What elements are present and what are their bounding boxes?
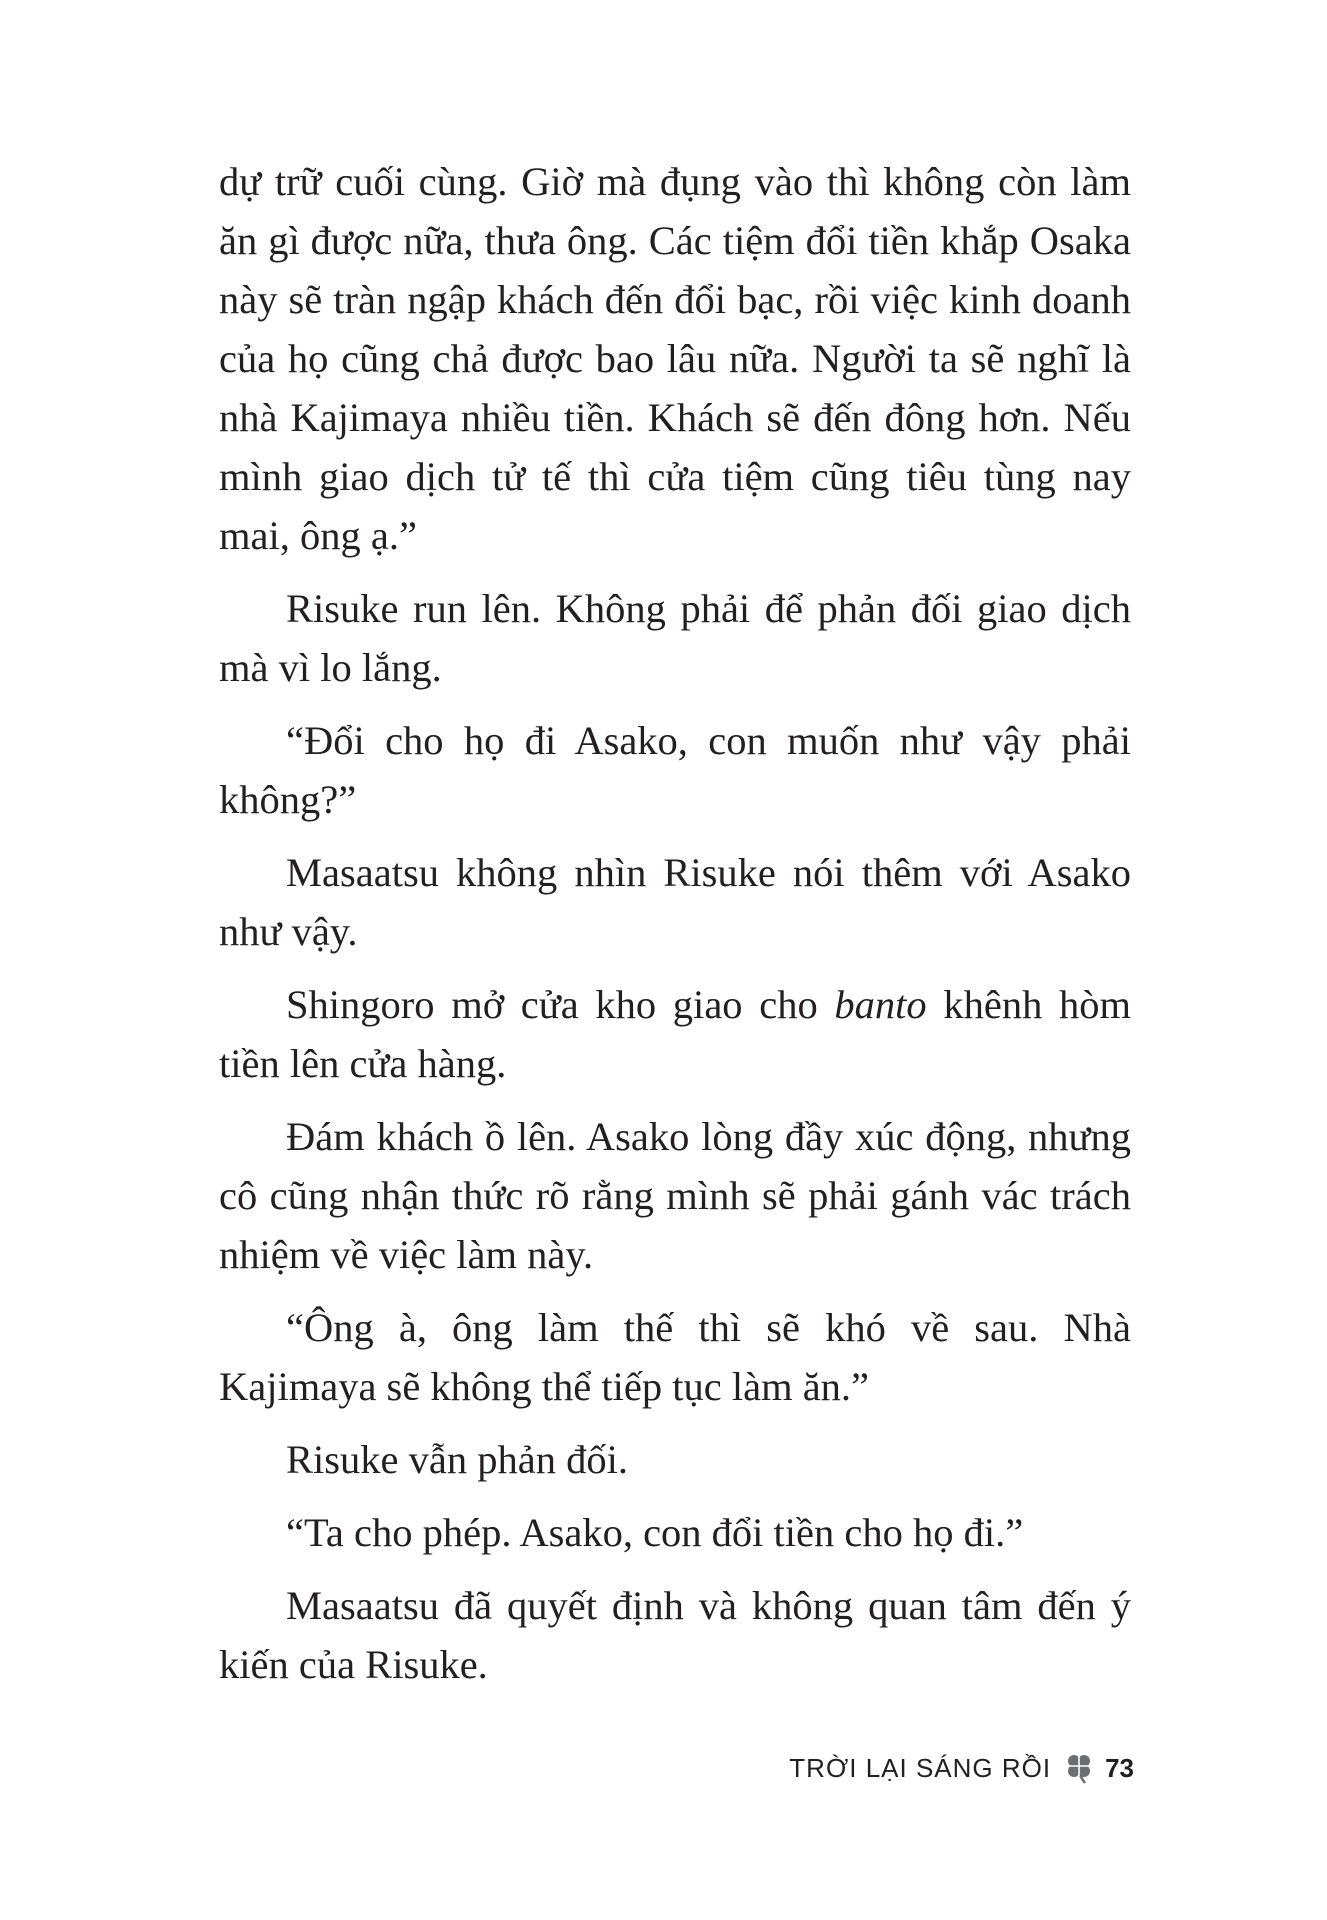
paragraph: Risuke run lên. Không phải để phản đối giao dịch mà vì lo lắng.: [219, 586, 1131, 690]
paragraph: Đám khách ồ lên. Asako lòng đầy xúc động, nhưng cô cũng nhận thức rõ rằng mình sẽ phải gánh vác trách nhiệm về việc làm này.: [219, 1114, 1131, 1277]
book-page-body: [219, 152, 1131, 1708]
paragraph-dialogue: “Ông à, ông làm thế thì sẽ khó về sau. Nhà Kajimaya sẽ không thể tiếp tục làm ăn.”: [219, 1305, 1131, 1409]
paragraph: Masaatsu không nhìn Risuke nói thêm với Asako như vậy.: [219, 850, 1131, 954]
paragraph: Risuke vẫn phản đối.: [286, 1437, 628, 1482]
paragraph-dialogue: “Đổi cho họ đi Asako, con muốn như vậy phải không?”: [219, 718, 1131, 822]
page-footer: [789, 1748, 1134, 1788]
four-leaf-clover-icon: [1061, 1750, 1097, 1786]
paragraph: Masaatsu đã quyết định và không quan tâm đến ý kiến của Risuke.: [219, 1583, 1131, 1687]
paragraph-text: Shingoro mở cửa kho giao cho: [286, 982, 835, 1027]
paragraph: [219, 975, 1131, 1093]
paragraph-continued: dự trữ cuối cùng. Giờ mà đụng vào thì không còn làm ăn gì được nữa, thưa ông. Các tiệm đổi tiền khắp Osaka này sẽ tràn ngập khách đến đổi bạc, rồi việc kinh doanh của họ cũng chả được bao lâu nữa. Người ta sẽ nghĩ là nhà Kajimaya nhiều tiền. Khách sẽ đến đông hơn. Nếu mình giao dịch tử tế thì cửa tiệm cũng tiêu tùng nay mai, ông ạ.”: [219, 159, 1131, 558]
paragraph-dialogue: “Ta cho phép. Asako, con đổi tiền cho họ đi.”: [286, 1510, 1024, 1555]
page-number: 73: [1105, 1752, 1134, 1783]
italic-term: banto: [834, 982, 927, 1027]
running-title: TRỜI LẠI SÁNG RỒI: [789, 1752, 1052, 1783]
paragraph-text: khênh hòm tiền lên cửa hàng.: [219, 982, 1131, 1086]
